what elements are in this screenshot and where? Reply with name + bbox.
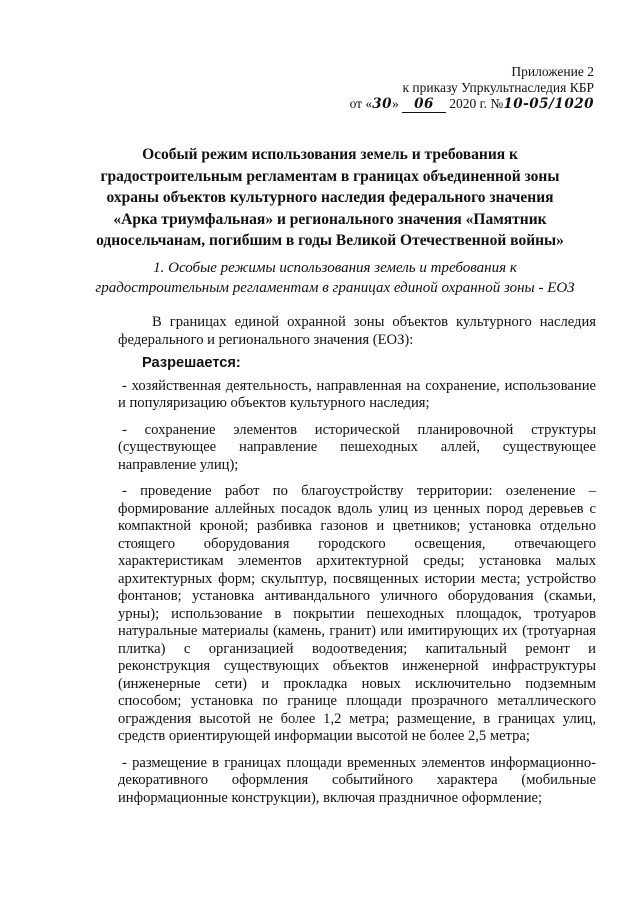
document-body bbox=[118, 314, 596, 816]
date-prefix: от « bbox=[349, 96, 373, 111]
intro-paragraph: В границах единой охранной зоны объектов культурного наследия федерального и регионального значения (ЕОЗ): bbox=[118, 314, 596, 348]
document-title: Особый режим использования земель и требования к градостроительным регламентам в границах объединенной зоны охраны объектов культурного наследия федерального значения «Арка триумфальная» и регионального значения «Памятник односельчанам, погибшим в годы Великой Отечественной войны» bbox=[96, 146, 564, 249]
handwritten-month: 06 bbox=[402, 96, 446, 113]
section-heading: 1. Особые режимы использования земель и требования к градостроительным регламентам в границах единой охранной зоны - ЕОЗ bbox=[95, 260, 575, 296]
list-item: - размещение в границах площади временных элементов информационно-декоративного оформления событийного характера (мобильные информационные конструкции), включая праздничное оформление; bbox=[118, 754, 596, 806]
handwritten-order-number: 10-05/1020 bbox=[503, 96, 594, 112]
list-item: - сохранение элементов исторической планировочной структуры (существующее направление пешеходных аллей, существующее направление улиц); bbox=[118, 421, 596, 473]
allowed-label: Разрешается: bbox=[142, 355, 241, 371]
handwritten-day: 30 bbox=[372, 96, 392, 112]
annex-date-line bbox=[350, 96, 594, 112]
date-mid: » bbox=[391, 96, 403, 111]
date-year: 2020 г. № bbox=[445, 96, 504, 111]
annex-number: Приложение 2 bbox=[511, 64, 594, 79]
annex-header bbox=[350, 64, 594, 112]
list-item: - проведение работ по благоустройству территории: озеленение – формирование аллейных посадок вдоль улиц из ценных пород деревьев с компактной кроной; разбивка газонов и цветников; установка отдельно стоящего оборудования городского освещения, отвечающего характеристикам элементов архитектурной среды; установка малых архитектурных форм; скульптур, посвященных истории места; устройство фонтанов; установка антивандального уличного оборудования (скамьи, урны); использование в покрытии пешеходных площадок, тротуаров натуральные материалы (камень, гранит) или имитирующих их (тротуарная плитка) с организацией водоотведения; капитальный ремонт и реконструкция существующих объектов инженерной инфраструктуры (инженерные сети) и прокладка новых исключительно подземным способом; установка по границе площади прозрачного металлического ограждения высотой не более 1,2 метра; размещение, в границах улиц, средств ориентирующей информации высотой не более 2,5 метра; bbox=[118, 483, 596, 744]
list-item: - хозяйственная деятельность, направленная на сохранение, использование и популяризацию объектов культурного наследия; bbox=[118, 377, 596, 411]
annex-order-reference: к приказу Упркультнаследия КБР bbox=[402, 80, 594, 95]
